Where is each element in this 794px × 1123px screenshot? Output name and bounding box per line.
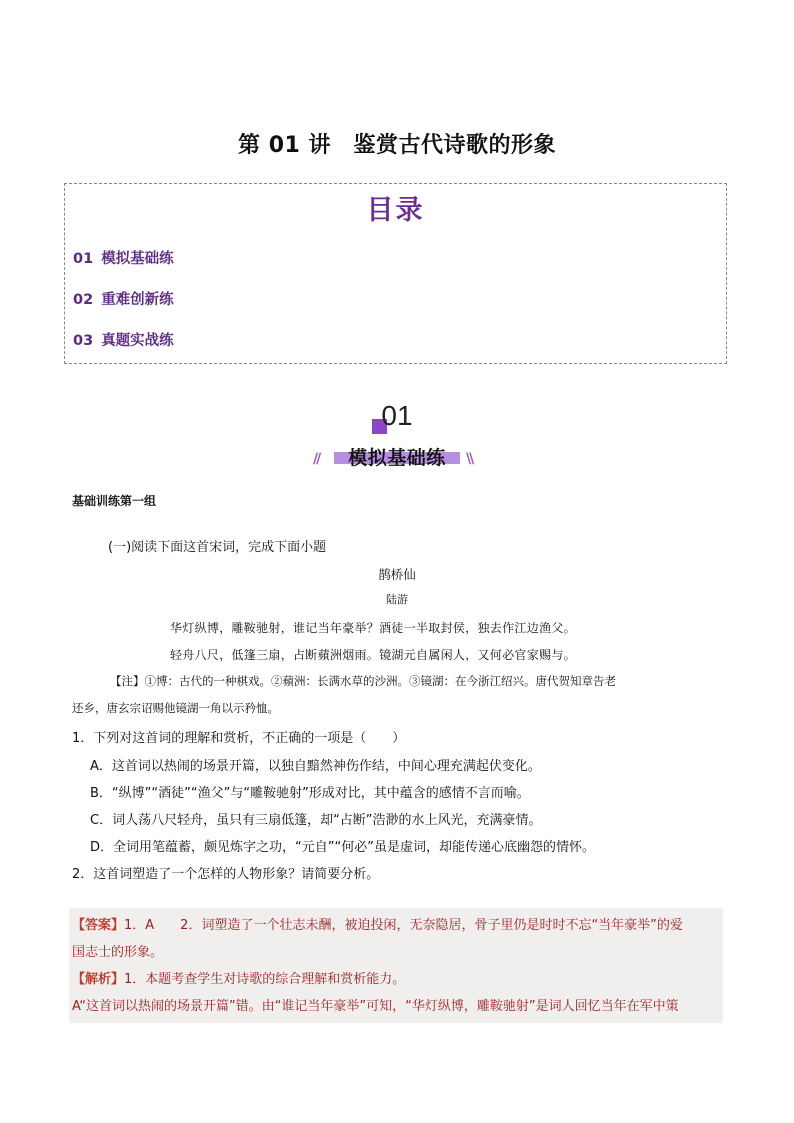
question-2: 2．这首词塑造了一个怎样的人物形象？请简要分析。 [72,867,380,882]
answer-text: 1．A 2．词塑造了一个壮志未酬，被迫投闲，无奈隐居，骨子里仍是时时不忘“当年豪举”的爱 [124,918,683,933]
toc-item-number: 02 [73,292,94,308]
toc-item-2[interactable] [73,288,174,309]
question-1-option-c: C．词人荡八尺轻舟，虽只有三扇低篷，却“占断”浩渺的水上风光，充满豪情。 [90,813,542,828]
answer-tag: 【答案】 [72,918,125,933]
analysis-tag: 【解析】 [72,972,125,987]
toc-item-label: 重难创新练 [101,292,174,308]
toc-box [64,183,727,364]
answer-line [72,914,683,933]
question-1: 1．下列对这首词的理解和赏析，不正确的一项是（ ） [72,731,406,746]
poem-note: 还乡，唐玄宗诏赐他镜湖一角以示矜恤。 [72,701,279,715]
toc-item-3[interactable] [73,329,174,350]
page-title: 第 01 讲 鉴赏古代诗歌的形象 [238,133,556,158]
toc-item-1[interactable] [73,247,174,268]
section-number: 01 [381,400,413,431]
poem-line: 华灯纵博，雕鞍驰射，谁记当年豪举？酒徒一半取封侯，独去作江边渔父。 [170,621,576,635]
reading-intro: (一)阅读下面这首宋词，完成下面小题 [108,540,327,555]
question-1-option-d: D．全词用笔蕴蓄，颇见炼字之功，“元自”“何必”虽是虚词，却能传递心底幽怨的情怀。 [90,840,595,855]
question-1-option-b: B．“纵博”“酒徒”“渔父”与“雕鞍驰射”形成对比，其中蕴含的感情不言而喻。 [90,786,530,801]
toc-heading: 目录 [366,195,425,226]
analysis-line [72,968,405,987]
poem-note: 【注】①博：古代的一种棋戏。②蘋洲：长满水草的沙洲。③镜湖：在今浙江绍兴。唐代贺知章告老 [110,674,616,688]
toc-item-number: 01 [73,251,94,267]
left-slash-decoration: // [313,451,320,467]
group-title: 基础训练第一组 [72,494,157,508]
toc-item-number: 03 [73,333,94,349]
analysis-text: 1．本题考查学生对诗歌的综合理解和赏析能力。 [124,972,406,987]
poem-line: 轻舟八尺，低篷三扇，占断蘋洲烟雨。镜湖元自属闲人，又何必官家赐与。 [170,648,576,662]
question-1-option-a: A．这首词以热闹的场景开篇，以独自黯然神伤作结，中间心理充满起伏变化。 [90,759,541,774]
poem-title: 鹊桥仙 [378,567,416,582]
toc-item-label: 真题实战练 [101,333,174,349]
right-slash-decoration: \\ [466,451,473,467]
poem-author: 陆游 [386,593,408,606]
toc-item-label: 模拟基础练 [101,251,174,267]
analysis-line-continued: A“这首词以热闹的场景开篇”错。由“谁记当年豪举”可知，“华灯纵博，雕鞍驰射”是词人回忆当年在军中策 [72,999,679,1014]
answer-line-continued: 国志士的形象。 [72,945,164,960]
section-title: 模拟基础练 [348,447,446,469]
